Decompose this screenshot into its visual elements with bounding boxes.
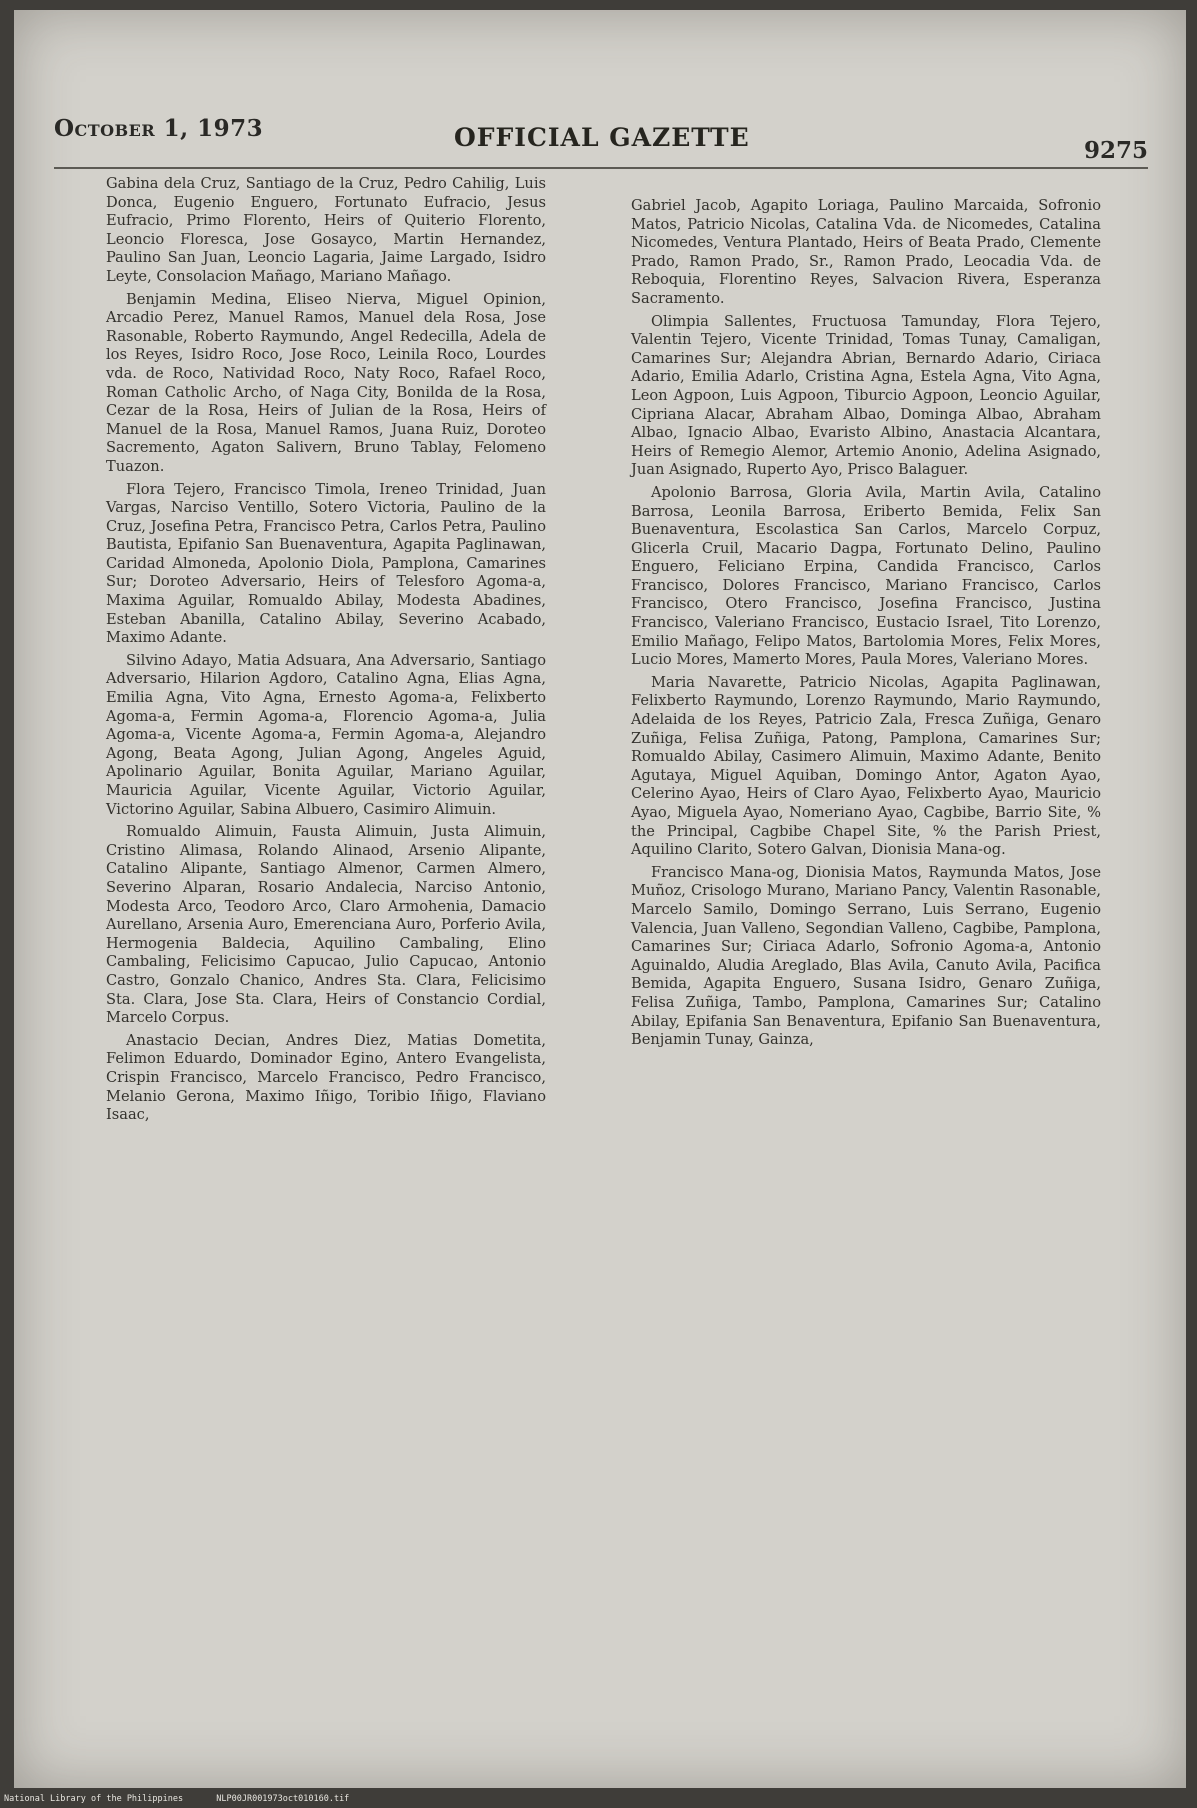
publication-title: OFFICIAL GAZETTE [454,123,750,152]
library-credit: National Library of the Philippines [4,1794,184,1804]
paragraph: Gabina dela Cruz, Santiago de la Cruz, Pedro Cahilig, Luis Donca, Eugenio Enguero, Fortunato Eufracio, Jesus Eufracio, Primo Florento, Heirs of Quiterio Florento, Leoncio Floresca, Jose Gosayco, Martin Hernandez, Paulino San Juan, Leoncio Lagaria, Jaime Largado, Isidro Leyte, Consolacion Mañago, Mariano Mañago. [106,175,546,285]
gazette-page [14,10,1186,1788]
paragraph: Romualdo Alimuin, Fausta Alimuin, Justa Alimuin, Cristino Alimasa, Rolando Alinaod, Arsenio Alipante, Catalino Alipante, Santiago Almenor, Carmen Almero, Severino Alparan, Rosario Andalecia, Narciso Antonio, Modesta Arco, Teodoro Arco, Claro Armohenia, Damacio Aurellano, Arsenia Auro, Emerenciana Auro, Porferio Avila, Hermogenia Baldecia, Aquilino Cambaling, Elino Cambaling, Felicisimo Capucao, Julio Capucao, Antonio Castro, Gonzalo Chanico, Andres Sta. Clara, Felicisimo Sta. Clara, Jose Sta. Clara, Heirs of Constancio Cordial, Marcelo Corpus. [106,823,546,1027]
header-rule [54,167,1148,169]
paragraph: Benjamin Medina, Eliseo Nierva, Miguel Opinion, Arcadio Perez, Manuel Ramos, Manuel dela Rosa, Jose Rasonable, Roberto Raymundo, Angel Redecilla, Adela de los Reyes, Isidro Roco, Jose Roco, Leinila Roco, Lourdes vda. de Roco, Natividad Roco, Naty Roco, Rafael Roco, Roman Catholic Archo, of Naga City, Bonilda de la Rosa, Cezar de la Rosa, Heirs of Julian de la Rosa, Heirs of Manuel de la Rosa, Manuel Ramos, Juana Ruiz, Doroteo Sacremento, Agaton Salivern, Bruno Tablay, Felomeno Tuazon. [106,290,546,475]
paragraph: Silvino Adayo, Matia Adsuara, Ana Adversario, Santiago Adversario, Hilarion Agdoro, Catalino Agna, Elias Agna, Emilia Agna, Vito Agna, Ernesto Agoma-a, Felixberto Agoma-a, Fermin Agoma-a, Florencio Agoma-a, Julia Agoma-a, Vicente Agoma-a, Fermin Agoma-a, Alejandro Agong, Beata Agong, Julian Agong, Angeles Aguid, Apolinario Aguilar, Bonita Aguilar, Mariano Aguilar, Mauricia Aguilar, Vicente Aguilar, Victorio Aguilar, Victorino Aguilar, Sabina Albuero, Casimiro Alimuin. [106,651,546,818]
paragraph: Flora Tejero, Francisco Timola, Ireneo Trinidad, Juan Vargas, Narciso Ventillo, Sotero Victoria, Paulino de la Cruz, Josefina Petra, Francisco Petra, Carlos Petra, Paulino Bautista, Epifanio San Buenaventura, Agapita Paglinawan, Caridad Almoneda, Apolonio Diola, Pamplona, Camarines Sur; Doroteo Adversario, Heirs of Telesforo Agoma-a, Maxima Aguilar, Romualdo Abilay, Modesta Abadines, Esteban Abanilla, Catalino Abilay, Severino Acabado, Maximo Adante. [106,480,546,647]
page-header [54,105,1148,165]
paragraph: Anastacio Decian, Andres Diez, Matias Dometita, Felimon Eduardo, Dominador Egino, Antero Evangelista, Crispin Francisco, Marcelo Francisco, Pedro Francisco, Melanio Gerona, Maximo Iñigo, Toribio Iñigo, Flaviano Isaac, [106,1031,546,1124]
paragraph: Apolonio Barrosa, Gloria Avila, Martin Avila, Catalino Barrosa, Leonila Barrosa, Eriberto Bemida, Felix San Buenaventura, Escolastica San Carlos, Marcelo Corpuz, Glicerla Cruil, Macario Dagpa, Fortunato Delino, Paulino Enguero, Feliciano Erpina, Candida Francisco, Carlos Francisco, Dolores Francisco, Mariano Francisco, Carlos Francisco, Otero Francisco, Josefina Francisco, Justina Francisco, Valeriano Francisco, Eustacio Israel, Tito Lorenzo, Emilio Mañago, Felipo Matos, Bartolomia Mores, Felix Mores, Lucio Mores, Mamerto Mores, Paula Mores, Valeriano Mores. [631,483,1101,669]
scan-filename: NLP00JR001973oct010160.tif [216,1794,350,1804]
scan-footer [4,1794,377,1804]
paragraph: Olimpia Sallentes, Fructuosa Tamunday, Flora Tejero, Valentin Tejero, Vicente Trinidad, Tomas Tunay, Camaligan, Camarines Sur; Alejandra Abrian, Bernardo Adario, Ciriaca Adario, Emilia Adarlo, Cristina Agna, Estela Agna, Vito Agna, Leon Agpoon, Luis Agpoon, Tiburcio Agpoon, Leoncio Aguilar, Cipriana Alacar, Abraham Albao, Dominga Albao, Abraham Albao, Ignacio Albao, Evaristo Albino, Anastacia Alcantara, Heirs of Remegio Alemor, Artemio Anonio, Adelina Asignado, Juan Asignado, Ruperto Ayo, Prisco Balaguer. [631,312,1101,479]
issue-date: October 1, 1973 [54,115,264,142]
paragraph: Maria Navarette, Patricio Nicolas, Agapita Paglinawan, Felixberto Raymundo, Lorenzo Raymundo, Mario Raymundo, Adelaida de los Reyes, Patricio Zala, Fresca Zuñiga, Genaro Zuñiga, Felisa Zuñiga, Patong, Pamplona, Camarines Sur; Romualdo Abilay, Casimero Alimuin, Maximo Adante, Benito Agutaya, Miguel Aquiban, Domingo Antor, Agaton Ayao, Celerino Ayao, Heirs of Claro Ayao, Felixberto Ayao, Mauricio Ayao, Miguela Ayao, Nomeriano Ayao, Cagbibe, Barrio Site, % the Principal, Cagbibe Chapel Site, % the Parish Priest, Aquilino Clarito, Sotero Galvan, Dionisia Mana-og. [631,673,1101,859]
right-column [631,197,1101,1054]
paragraph: Francisco Mana-og, Dionisia Matos, Raymunda Matos, Jose Muñoz, Crisologo Murano, Mariano Pancy, Valentin Rasonable, Marcelo Samilo, Domingo Serrano, Luis Serrano, Eugenio Valencia, Juan Valleno, Segondian Valleno, Cagbibe, Pamplona, Camarines Sur; Ciriaca Adarlo, Sofronio Agoma-a, Antonio Aguinaldo, Aludia Areglado, Blas Avila, Canuto Avila, Pacifica Bemida, Agapita Enguero, Susana Isidro, Genaro Zuñiga, Felisa Zuñiga, Tambo, Pamplona, Camarines Sur; Catalino Abilay, Epifania San Benaventura, Epifanio San Buenaventura, Benjamin Tunay, Gainza, [631,863,1101,1049]
paragraph: Gabriel Jacob, Agapito Loriaga, Paulino Marcaida, Sofronio Matos, Patricio Nicolas, Catalina Vda. de Nicomedes, Catalina Nicomedes, Ventura Plantado, Heirs of Beata Prado, Clemente Prado, Ramon Prado, Sr., Ramon Prado, Leocadia Vda. de Reboquia, Florentino Reyes, Salvacion Rivera, Esperanza Sacramento. [631,197,1101,307]
left-column [106,175,546,1129]
page-number: 9275 [1083,137,1148,164]
